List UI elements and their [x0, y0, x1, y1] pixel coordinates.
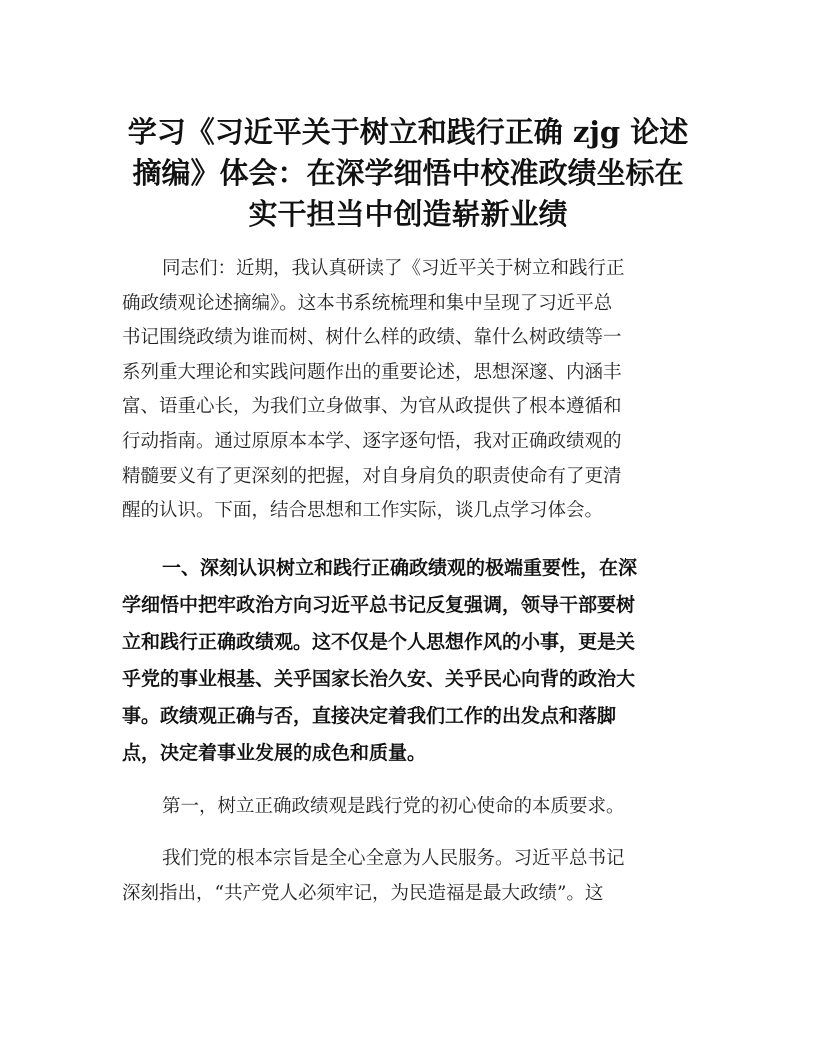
document-body [122, 252, 694, 912]
section-heading-paragraph [122, 550, 694, 772]
body-paragraph [122, 842, 694, 911]
text-line: 第一，树立正确政绩观是践行党的初心使命的本质要求。 [162, 795, 625, 817]
title-line: 实干担当中创造崭新业绩 [248, 197, 568, 231]
text-line: 富、语重心长，为我们立身做事、为官从政提供了根本遵循和 [122, 396, 622, 418]
title-line: 学习《习近平关于树立和践行正确 zjg 论述 [127, 115, 689, 149]
text-line: 书记围绕政绩为谁而树、树什么样的政绩、靠什么树政绩等一 [122, 327, 622, 349]
text-line: 醒的认识。下面，结合思想和工作实际，谈几点学习体会。 [122, 500, 604, 522]
document-title [110, 112, 706, 235]
text-line: 同志们：近期，我认真研读了《习近平关于树立和践行正 [162, 258, 625, 279]
text-line: 深刻指出，“共产党人必须牢记，为民造福是最大政绩”。这 [122, 882, 604, 904]
text-line: 我们党的根本宗旨是全心全意为人民服务。习近平总书记 [162, 848, 625, 870]
text-line: 行动指南。通过原原本本学、逐字逐句悟，我对正确政绩观的 [122, 430, 622, 452]
text-line: 立和践行正确政绩观。这不仅是个人思想作风的小事，更是关 [122, 630, 636, 653]
title-line: 摘编》体会：在深学细悟中校准政绩坐标在 [132, 156, 684, 190]
text-line: 精髓要义有了更深刻的把握，对自身肩负的职责使命有了更清 [122, 465, 622, 487]
text-line: 事。政绩观正确与否，直接决定着我们工作的出发点和落脚 [122, 704, 617, 727]
intro-paragraph [122, 252, 694, 529]
text-line: 一、深刻认识树立和践行正确政绩观的极端重要性，在深 [162, 556, 638, 579]
text-line: 乎党的事业根基、关乎国家长治久安、关乎民心向背的政治大 [122, 667, 636, 690]
text-line: 确政绩观论述摘编》。这本书系统梳理和集中呈现了习近平总 [122, 292, 613, 314]
text-line: 学细悟中把牢政治方向习近平总书记反复强调，领导干部要树 [122, 593, 636, 616]
point-heading-paragraph [122, 790, 694, 825]
text-line: 点，决定着事业发展的成色和质量。 [122, 741, 427, 764]
text-line: 系列重大理论和实践问题作出的重要论述，思想深邃、内涵丰 [122, 361, 622, 383]
